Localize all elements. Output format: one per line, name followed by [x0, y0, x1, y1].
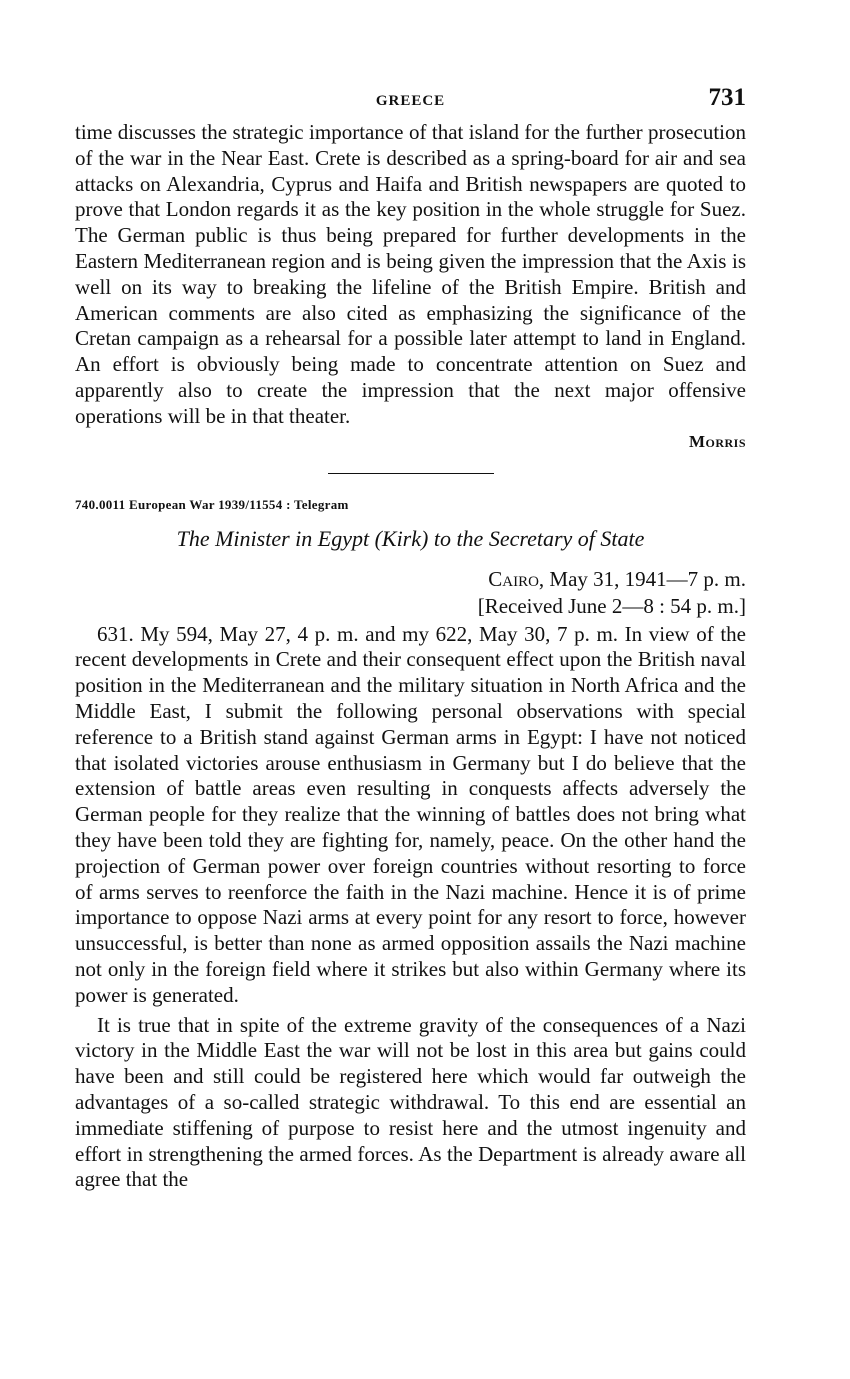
dateline-city: Cairo,	[488, 566, 545, 591]
signature: Morris	[688, 431, 746, 451]
page-number: 731	[708, 84, 746, 111]
document-page	[75, 84, 746, 1193]
running-title: GREECE	[375, 93, 446, 109]
dateline-date: May 31, 1941—7 p. m.	[544, 566, 746, 591]
file-reference: 740.0011 European War 1939/11554 : Telegram	[75, 496, 349, 512]
running-header	[75, 84, 746, 120]
telegram-paragraph-1: 631. My 594, May 27, 4 p. m. and my 622, May 30, 7 p. m. In view of the recent developments in Crete and their consequent effect upon the British naval position in the Mediterranean and the military situation in North Africa and the Middle East, I submit the following personal observations with special reference to a British stand against German arms in Egypt: I have not noticed that isolated victories arouse enthusiasm in Germany but I do believe that the extension of battle areas even resulting in conquests affects adversely the German people for they realize that the winning of battles does not bring what they have been told they are fighting for, namely, peace. On the other hand the projection of German power over foreign countries without resorting to force of arms serves to reenforce the faith in the Nazi machine. Hence it is of prime importance to oppose Nazi arms at every point for any resort to force, however unsuccessful, is better than none as armed opposition assails the Nazi machine not only in the foreign field where it strikes but also within Germany where its power is generated.	[75, 621, 746, 1007]
telegram-paragraph-2: It is true that in spite of the extreme gravity of the consequences of a Nazi victory in the Middle East the war will not be lost in this area but gains could have been and still could be registered here which would far outweigh the advantages of a so-called strategic withdrawal. To this end are essential an immediate stiffening of purpose to resist here and the utmost ingenuity and effort in strengthening the armed forces. As the Department is already aware all agree that the	[75, 1012, 746, 1192]
dateline	[75, 566, 746, 620]
sent-line	[75, 566, 746, 593]
received-line: [Received June 2—8 : 54 p. m.]	[477, 593, 746, 618]
continuation-paragraph: time discusses the strategic importance of that island for the further prosecution of the war in the Near East. Crete is described as a spring-board for air and sea attacks on Alexandria, Cyprus and Haifa and British newspapers are quoted to prove that London regards it as the key position in the whole struggle for Suez. The German public is thus being prepared for further developments in the Eastern Mediterranean region and is being given the impression that the Axis is well on its way to breaking the lifeline of the British Empire. British and American comments are also cited as emphasizing the significance of the Cretan campaign as a rehearsal for a possible later attempt to land in England. An effort is obviously being made to concentrate attention on Suez and apparently also to create the impression that the next major offensive operations will be in that theater.	[75, 120, 746, 428]
section-divider	[328, 473, 494, 474]
document-title: The Minister in Egypt (Kirk) to the Secretary of State	[176, 525, 645, 551]
